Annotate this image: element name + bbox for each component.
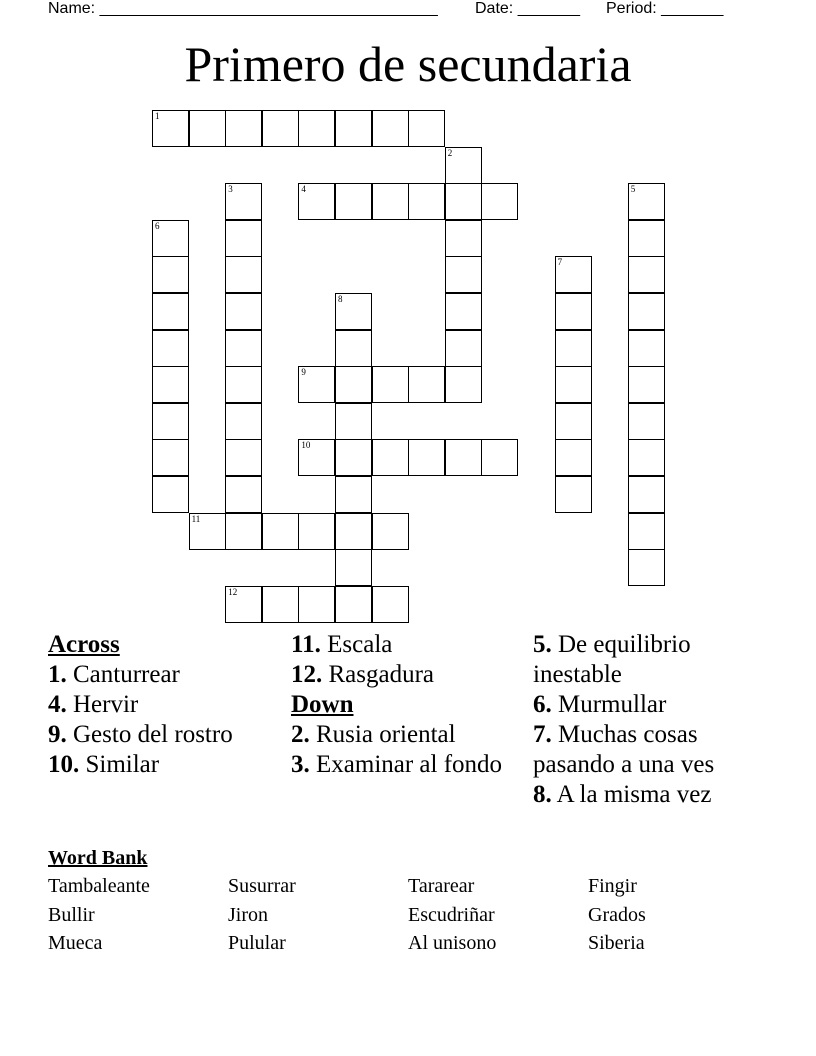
grid-cell[interactable] [335, 476, 372, 513]
word-bank-item: Tararear [408, 875, 475, 897]
grid-cell[interactable] [335, 439, 372, 476]
page-title: Primero de secundaria [184, 36, 632, 92]
grid-cell[interactable] [225, 110, 262, 147]
grid-cell[interactable] [445, 439, 482, 476]
clue-down-2 [291, 720, 521, 750]
grid-cell[interactable] [298, 110, 335, 147]
grid-cell[interactable] [225, 220, 262, 257]
grid-cell[interactable] [298, 513, 335, 550]
clue-down-8 [533, 780, 763, 810]
grid-cell[interactable] [298, 183, 335, 220]
grid-cell[interactable] [445, 147, 482, 184]
clue-text: Hervir [66, 691, 139, 718]
grid-cell[interactable] [445, 293, 482, 330]
grid-cell[interactable] [262, 513, 299, 550]
clue-across-12 [291, 660, 521, 690]
grid-cell[interactable] [152, 256, 189, 293]
clue-number: 3. [291, 751, 310, 778]
word-bank-item: Tambaleante [48, 875, 150, 897]
clue-text: Rusia oriental [309, 721, 456, 748]
grid-cell[interactable] [481, 183, 518, 220]
grid-cell[interactable] [335, 293, 372, 330]
grid-cell[interactable] [555, 366, 592, 403]
grid-cell[interactable] [628, 403, 665, 440]
clue-number-label: 3 [228, 184, 233, 195]
clue-number-label: 5 [630, 184, 636, 195]
grid-cell[interactable] [189, 513, 226, 550]
grid-cell[interactable] [555, 256, 592, 293]
clues-column-2 [291, 630, 521, 780]
grid-cell[interactable] [152, 476, 189, 513]
clue-number-label: 11 [191, 513, 201, 524]
grid-cell[interactable] [628, 549, 665, 586]
grid-cell[interactable] [225, 476, 262, 513]
grid-cell[interactable] [628, 366, 665, 403]
grid-cell[interactable] [335, 110, 372, 147]
clue-number-label: 6 [155, 220, 160, 231]
grid-cell[interactable] [225, 439, 262, 476]
clue-text: Muchas cosas pasando a una ves [533, 721, 715, 778]
date-line: Date: _______ [475, 0, 580, 17]
grid-cell[interactable] [628, 293, 665, 330]
clue-across-1 [48, 660, 273, 690]
word-bank-item: Fingir [588, 875, 637, 897]
grid-cell[interactable] [628, 256, 665, 293]
clue-across-4 [48, 690, 273, 720]
clue-number: 11. [291, 631, 321, 658]
grid-cell[interactable] [555, 403, 592, 440]
word-bank-item: Siberia [588, 932, 645, 954]
clue-number: 8. [533, 781, 552, 808]
grid-cell[interactable] [298, 439, 335, 476]
grid-cell[interactable] [152, 403, 189, 440]
clue-text: A la misma vez [551, 781, 712, 808]
grid-cell[interactable] [372, 366, 409, 403]
grid-cell[interactable] [628, 439, 665, 476]
clue-number: 1. [48, 661, 67, 688]
clue-text: Escala [320, 631, 393, 658]
clue-number-label: 10 [301, 440, 311, 451]
grid-cell[interactable] [189, 110, 226, 147]
grid-cell[interactable] [225, 183, 262, 220]
grid-cell[interactable] [445, 330, 482, 367]
clue-down-7 [533, 720, 763, 780]
grid-cell[interactable] [628, 476, 665, 513]
clue-text: Murmullar [551, 691, 667, 718]
grid-cell[interactable] [335, 513, 372, 550]
clue-down-5 [533, 630, 763, 690]
grid-cell[interactable] [225, 513, 262, 550]
clues-column-3 [533, 630, 763, 810]
grid-cell[interactable] [262, 586, 299, 623]
clue-across-10 [48, 750, 273, 780]
grid-cell[interactable] [408, 183, 445, 220]
clue-text: Canturrear [66, 661, 180, 688]
grid-cell[interactable] [152, 366, 189, 403]
clue-across-11 [291, 630, 521, 660]
clue-across-9 [48, 720, 273, 750]
clues-column-1 [48, 630, 273, 780]
clue-number: 6. [533, 691, 552, 718]
word-bank-item: Escudriñar [408, 904, 495, 926]
grid-cell[interactable] [225, 586, 262, 623]
word-bank-title: Word Bank [48, 847, 148, 869]
word-bank-item: Al unisono [408, 932, 497, 954]
grid-cell[interactable] [408, 366, 445, 403]
clue-text: De equilibrio inestable [533, 631, 691, 688]
grid-cell[interactable] [445, 256, 482, 293]
grid-cell[interactable] [335, 330, 372, 367]
across-heading: Across [48, 631, 120, 658]
grid-cell[interactable] [225, 256, 262, 293]
clue-down-3 [291, 750, 521, 780]
clue-text: Rasgadura [322, 661, 435, 688]
grid-cell[interactable] [628, 183, 665, 220]
grid-cell[interactable] [225, 293, 262, 330]
grid-cell[interactable] [152, 330, 189, 367]
grid-cell[interactable] [152, 293, 189, 330]
grid-cell[interactable] [408, 439, 445, 476]
grid-cell[interactable] [628, 220, 665, 257]
grid-cell[interactable] [555, 293, 592, 330]
word-bank-item: Bullir [48, 904, 95, 926]
word-bank-item: Jiron [228, 904, 268, 926]
grid-cell[interactable] [372, 586, 409, 623]
grid-cell[interactable] [445, 366, 482, 403]
clue-number-label: 9 [301, 367, 306, 378]
grid-cell[interactable] [298, 366, 335, 403]
grid-cell[interactable] [225, 366, 262, 403]
clue-down-6 [533, 690, 763, 720]
grid-cell[interactable] [335, 403, 372, 440]
grid-cell[interactable] [335, 549, 372, 586]
grid-cell[interactable] [555, 439, 592, 476]
grid-cell[interactable] [445, 183, 482, 220]
clue-number: 5. [533, 631, 552, 658]
clue-number: 9. [48, 721, 67, 748]
grid-cell[interactable] [225, 330, 262, 367]
clue-number-label: 7 [557, 257, 563, 268]
clue-number-label: 1 [155, 111, 160, 121]
grid-cell[interactable] [372, 183, 409, 220]
grid-cell[interactable] [628, 513, 665, 550]
grid-cell[interactable] [152, 439, 189, 476]
word-bank-item: Pulular [228, 932, 286, 954]
clue-number-label: 2 [447, 147, 453, 158]
grid-cell[interactable] [445, 220, 482, 257]
grid-cell[interactable] [298, 586, 335, 623]
clue-number: 2. [291, 721, 310, 748]
grid-cell[interactable] [372, 513, 409, 550]
grid-cell[interactable] [225, 403, 262, 440]
grid-cell[interactable] [335, 586, 372, 623]
grid-cell[interactable] [335, 366, 372, 403]
name-line: Name: ______________________________________ [48, 0, 438, 17]
grid-cell[interactable] [152, 110, 189, 147]
grid-cell[interactable] [372, 439, 409, 476]
grid-cell[interactable] [335, 183, 372, 220]
grid-cell[interactable] [372, 110, 409, 147]
clue-number: 10. [48, 751, 80, 778]
word-bank-item: Susurrar [228, 875, 296, 897]
grid-cell[interactable] [262, 110, 299, 147]
clue-text: Examinar al fondo [309, 751, 503, 778]
grid-cell[interactable] [152, 220, 189, 257]
word-bank-item: Mueca [48, 932, 103, 954]
grid-cell[interactable] [555, 330, 592, 367]
clue-number: 7. [533, 721, 552, 748]
clue-number-label: 12 [228, 586, 238, 597]
clue-number: 12. [291, 661, 323, 688]
clue-number-label: 4 [301, 184, 306, 195]
grid-cell[interactable] [628, 330, 665, 367]
clue-number: 4. [48, 691, 67, 718]
grid-cell[interactable] [481, 439, 518, 476]
clue-text: Similar [79, 751, 160, 778]
grid-cell[interactable] [555, 476, 592, 513]
period-line: Period: _______ [606, 0, 724, 17]
clue-number-label: 8 [338, 294, 343, 304]
word-bank-item: Grados [588, 904, 646, 926]
grid-cell[interactable] [408, 110, 445, 147]
down-heading: Down [291, 691, 354, 718]
clue-text: Gesto del rostro [66, 721, 233, 748]
